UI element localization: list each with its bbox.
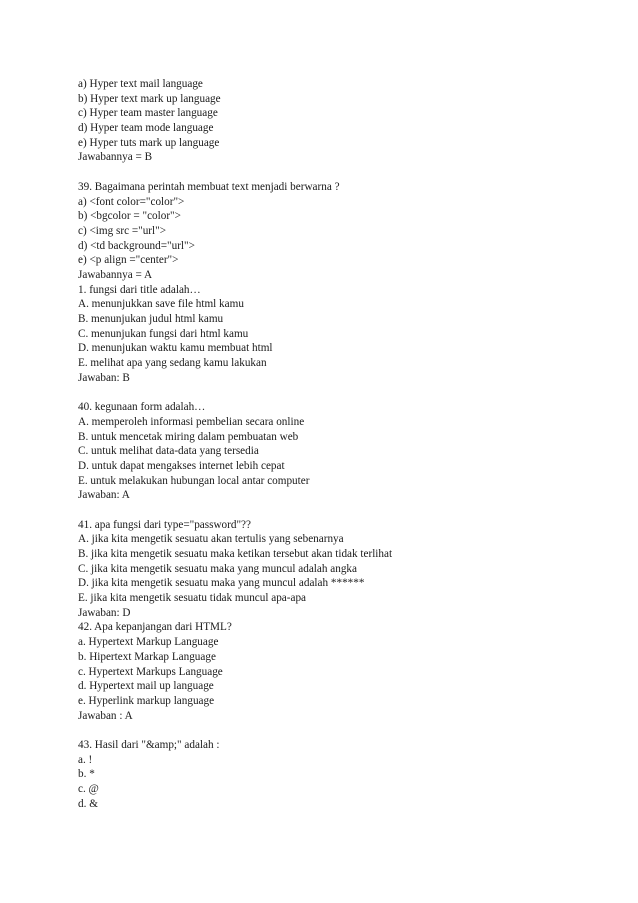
text-line: a. !: [78, 753, 93, 766]
text-line: B. jika kita mengetik sesuatu maka ketikan tersebut akan tidak terlihat: [78, 548, 393, 560]
text-line: D. jika kita mengetik sesuatu maka yang muncul adalah ******: [78, 577, 365, 590]
text-line: C. untuk melihat data-data yang tersedia: [78, 445, 259, 458]
text-line: c) <img src ="url">: [78, 224, 167, 237]
text-line: b. *: [78, 768, 95, 781]
text-line: 43. Hasil dari "&amp;" adalah :: [78, 738, 220, 751]
text-line: d) Hyper team mode language: [78, 122, 214, 135]
text-line: E. jika kita mengetik sesuatu tidak muncul apa-apa: [78, 592, 307, 605]
text-line: 39. Bagaimana perintah membuat text menjadi berwarna ?: [78, 180, 340, 193]
document-body: [78, 77, 598, 811]
text-line: d) <td background="url">: [78, 239, 195, 252]
text-line: e) Hyper tuts mark up language: [78, 136, 220, 149]
text-line: d. &: [78, 797, 98, 810]
text-line: e) <p align ="center">: [78, 254, 179, 267]
text-line: c) Hyper team master language: [78, 107, 218, 120]
text-line: b) Hyper text mark up language: [78, 92, 221, 105]
text-line: C. jika kita mengetik sesuatu maka yang muncul adalah angka: [78, 562, 357, 575]
text-line: a) <font color="color">: [78, 195, 185, 208]
text-line: 42. Apa kepanjangan dari HTML?: [78, 621, 232, 634]
blank-line: [78, 723, 598, 738]
text-line: e. Hyperlink markup language: [78, 694, 215, 707]
blank-line: [78, 503, 598, 518]
text-line: E. melihat apa yang sedang kamu lakukan: [78, 357, 267, 370]
text-line: D. menunjukan waktu kamu membuat html: [78, 342, 273, 355]
text-line: a) Hyper text mail language: [78, 78, 203, 90]
text-line: A. memperoleh informasi pembelian secara online: [78, 415, 305, 428]
text-line: Jawaban: D: [78, 606, 131, 619]
text-line: b) <bgcolor = "color">: [78, 210, 181, 223]
text-line: Jawaban: B: [78, 371, 130, 384]
text-line: 1. fungsi dari title adalah…: [78, 283, 201, 296]
text-line: d. Hypertext mail up language: [78, 680, 214, 693]
blank-line: [78, 385, 598, 400]
text-line: A. menunjukkan save file html kamu: [78, 298, 244, 311]
text-line: 40. kegunaan form adalah…: [78, 401, 206, 414]
text-line: Jawabannya = B: [78, 151, 153, 164]
text-line: B. menunjukan judul html kamu: [78, 313, 224, 325]
text-line: E. untuk melakukan hubungan local antar computer: [78, 474, 310, 487]
text-line: c. Hypertext Markups Language: [78, 665, 223, 678]
blank-line: [78, 165, 598, 180]
text-line: A. jika kita mengetik sesuatu akan tertulis yang sebenarnya: [78, 533, 344, 546]
text-line: 41. apa fungsi dari type="password"??: [78, 518, 251, 531]
text-line: B. untuk mencetak miring dalam pembuatan web: [78, 430, 299, 443]
text-line: b. Hipertext Markap Language: [78, 650, 216, 663]
text-line: D. untuk dapat mengakses internet lebih cepat: [78, 459, 285, 472]
text-line: C. menunjukan fungsi dari html kamu: [78, 327, 249, 340]
text-line: Jawaban : A: [78, 709, 133, 722]
text-line: a. Hypertext Markup Language: [78, 636, 219, 649]
text-line: Jawabannya = A: [78, 268, 153, 281]
text-line: c. @: [78, 783, 99, 795]
text-line: Jawaban: A: [78, 489, 130, 502]
